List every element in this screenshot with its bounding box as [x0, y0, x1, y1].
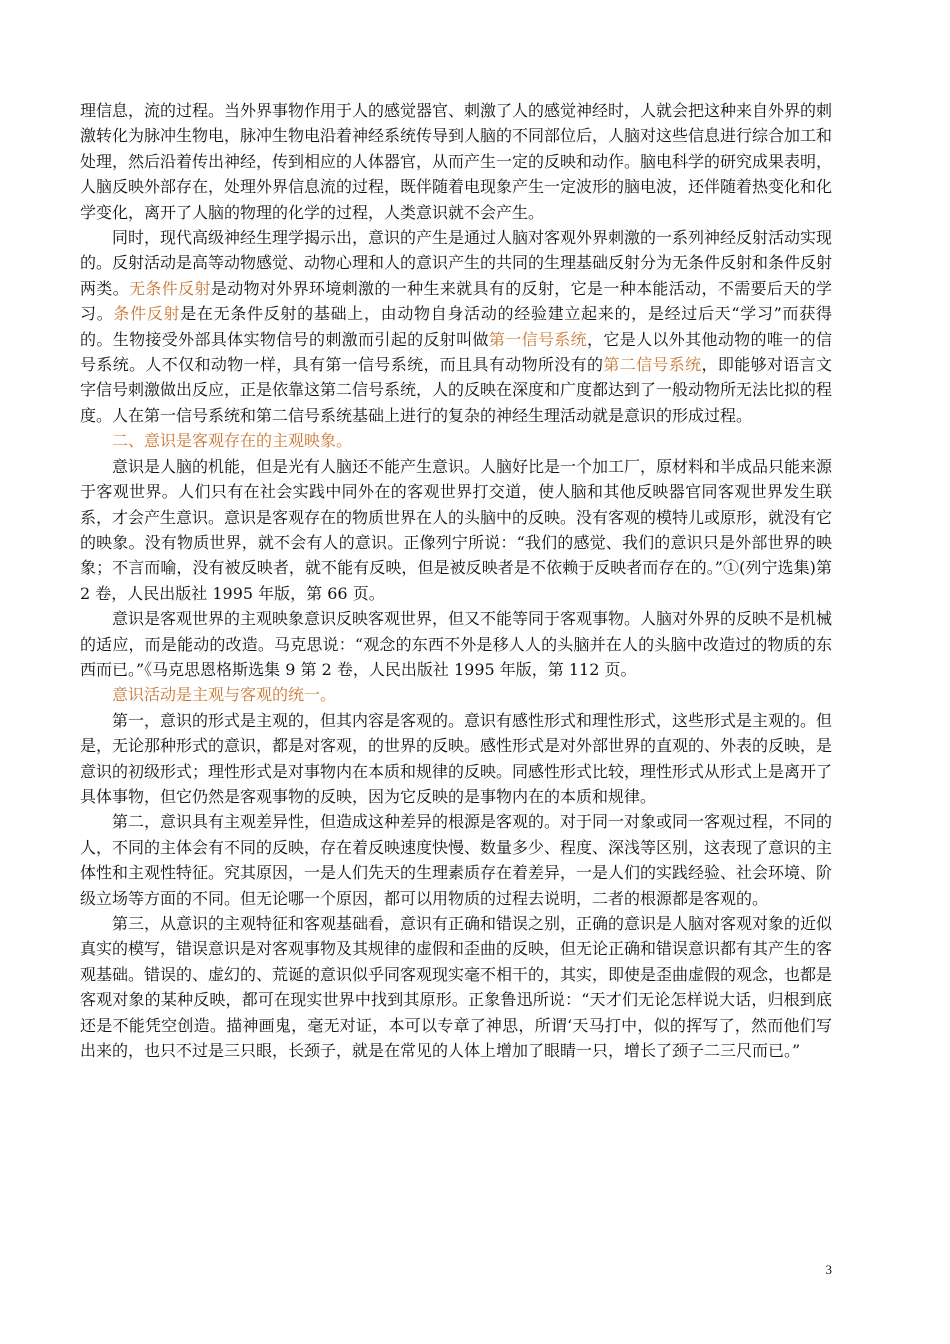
paragraph-text: 意识是客观世界的主观映象意识反映客观世界，但又不能等同于客观事物。人脑对外界的反映不是机械的适应，而是能动的改造。马克思说：“观念的东西不外是移人人的头脑并在人的头脑中改造过的物质的东西而已。”《马克思恩格斯选集 9 第 2 卷，人民出版社 1995 年版，第 112 页。 — [80, 609, 833, 679]
paragraph — [80, 428, 832, 453]
document-body — [80, 98, 832, 1063]
paragraph-text: 是动物对外界环境刺激的一种生来就具有的反射，它是一种本能活动，不需要后天的学习。 — [80, 278, 832, 324]
paragraph — [80, 708, 832, 810]
paragraph — [80, 911, 832, 1063]
page-number: 3 — [825, 1262, 832, 1277]
paragraph-text: 是在无条件反射的基础上，由动物自身活动的经验建立起来的，是经过后天“学习”而获得的。生物接受外部具体实物信号的刺激而引起的反射叫做 — [80, 304, 832, 349]
paragraph-text: 第一，意识的形式是主观的，但其内容是客观的。意识有感性形式和理性形式，这些形式是主观的。但是，无论那种形式的意识，都是对客观，的世界的反映。感性形式是对外部世界的直观的、外表的反映，是意识的初级形式；理性形式是对事物内在本质和规律的反映。同感性形式比较，理性形式从形式上是离开了具体事物，但它仍然是客观事物的反映，因为它反映的是事物内在的本质和规律。 — [80, 710, 833, 806]
paragraph-text: 第三，从意识的主观特征和客观基础看，意识有正确和错误之别，正确的意识是人脑对客观对象的近似真实的模写，错误意识是对客观事物及其规律的虚假和歪曲的反映，但无论正确和错误意识都有其产生的客观基础。错误的、虚幻的、荒诞的意识似乎同客观现实毫不相干的，其实，即使是歪曲虚假的观念，也都是客观对象的某种反映，都可在现实世界中找到其原形。正象鲁迅所说：“天才们无论怎样说大话，归根到底还是不能凭空创造。描神画鬼，毫无对证，本可以专章了神思，所谓‘天马打中，似的挥写了，然而他们写出来的，也只不过是三只眼，长颈子，就是在常见的人体上增加了眼睛一只，增长了颈子二三尺而已。” — [80, 914, 833, 1061]
highlighted-term: 条件反射 — [113, 304, 181, 324]
paragraph — [80, 98, 832, 225]
highlighted-term: 无条件反射 — [129, 278, 211, 298]
paragraph — [80, 606, 832, 682]
paragraph-text: 理信息，流的过程。当外界事物作用于人的感觉器官、刺激了人的感觉神经时，人就会把这种来自外界的刺激转化为脉冲生物电，脉冲生物电沿着神经系统传导到人脑的不同部位后，人脑对这些信息进行综合加工和处理，然后沿着传出神经，传到相应的人体器官，从而产生一定的反映和动作。脑电科学的研究成果表明，人脑反映外部存在，处理外界信息流的过程，既伴随着电现象产生一定波形的脑电波，还伴随着热变化和化学变化，离开了人脑的物理的化学的过程，人类意识就不会产生。 — [80, 101, 833, 222]
highlighted-term: 第一信号系统 — [488, 329, 588, 349]
paragraph — [80, 454, 832, 606]
highlighted-term: 意识活动是主观与客观的统一。 — [112, 685, 337, 705]
paragraph-text: 意识是人脑的机能，但是光有人脑还不能产生意识。人脑好比是一个加工厂，原材料和半成品只能来源于客观世界。人们只有在社会实践中同外在的客观世界打交道，使人脑和其他反映器官同客观世界发生联系，才会产生意识。意识是客观存在的物质世界在人的头脑中的反映。没有客观的模特儿或原形，就没有它的映象。没有物质世界，就不会有人的意识。正像列宁所说：“我们的感觉、我们的意识只是外部世界的映象；不言而喻，没有被反映者，就不能有反映，但是被反映者是不依赖于反映者而存在的。”①(列宁选集)第 2 卷，人民出版社 1995 年版，第 66 页。 — [80, 456, 833, 603]
paragraph — [80, 225, 832, 428]
paragraph — [80, 682, 832, 707]
highlighted-term: 第二信号系统 — [603, 355, 702, 375]
paragraph-text: 第二，意识具有主观差异性，但造成这种差异的根源是客观的。对于同一对象或同一客观过程，不同的人，不同的主体会有不同的反映，存在着反映速度快慢、数量多少、程度、深浅等区别，这表现了意识的主体性和主观性特征。究其原因，一是人们先天的生理素质存在着差异，一是人们的实践经验、社会环境、阶级立场等方面的不同。但无论哪一个原因，都可以用物质的过程去说明，二者的根源都是客观的。 — [80, 812, 833, 908]
paragraph-text: ，它是人以外其他动物的唯一的信号系统。人不仅和动物一样，具有第一信号系统，而且具有动物所没有的 — [80, 329, 832, 375]
highlighted-term: 二、意识是客观存在的主观映象。 — [112, 431, 353, 451]
paragraph-text: 同时，现代高级神经生理学揭示出，意识的产生是通过人脑对客观外界刺激的一系列神经反射活动实现的。反射活动是高等动物感觉、动物心理和人的意识产生的共同的生理基础反射分为无条件反射和条件反射两类。 — [80, 228, 833, 298]
paragraph — [80, 809, 832, 911]
paragraph-text: ，即能够对语言文字信号刺激做出反应，正是依靠这第二信号系统，人的反映在深度和广度都达到了一般动物所无法比拟的程度。人在第一信号系统和第二信号系统基础上进行的复杂的神经生理活动就是意识的形成过程。 — [80, 355, 833, 425]
